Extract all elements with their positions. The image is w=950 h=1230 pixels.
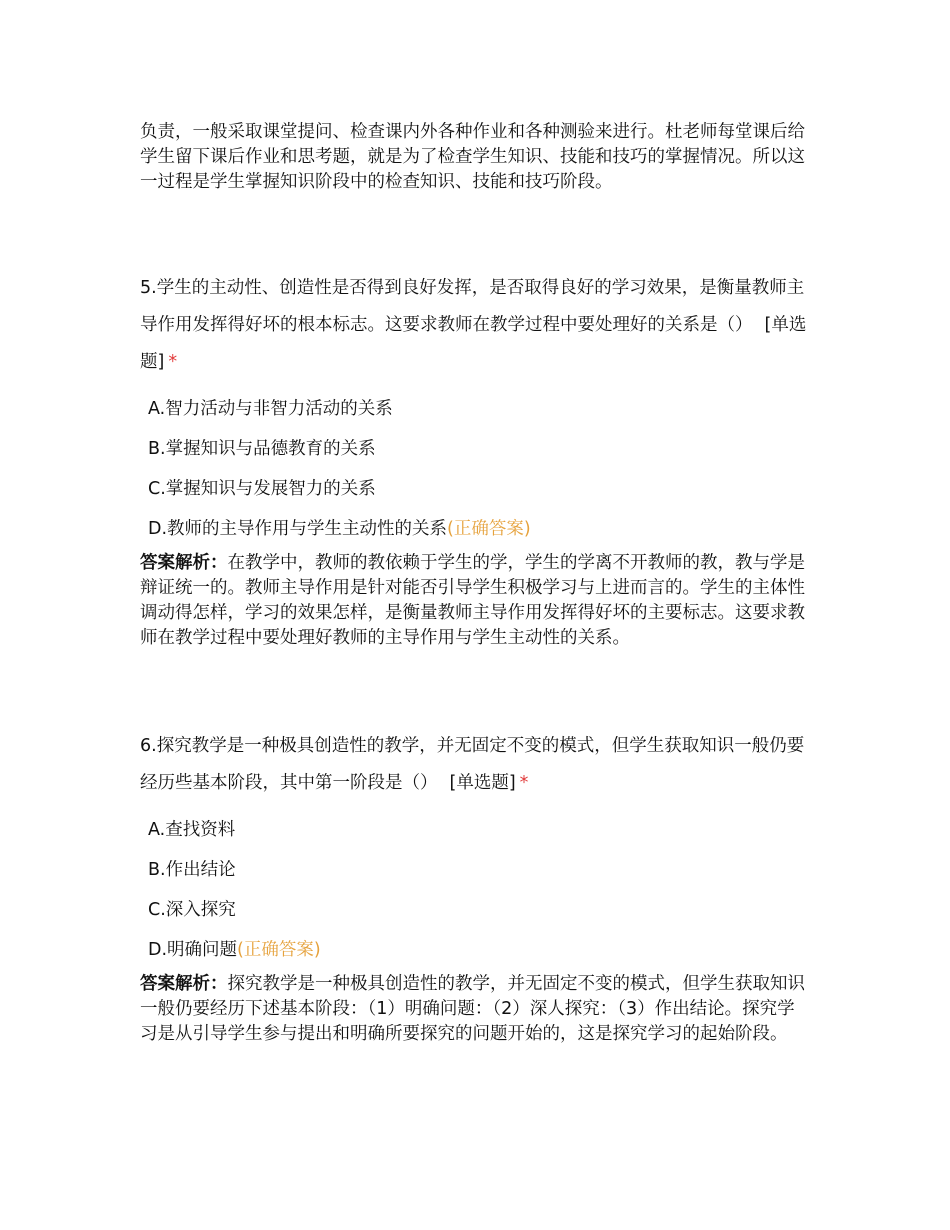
- question-5: [140, 270, 812, 651]
- correct-answer-mark: (正确答案): [447, 519, 531, 539]
- answer-analysis: [140, 972, 812, 1047]
- required-mark: *: [519, 773, 529, 793]
- option-list: [148, 389, 812, 549]
- option-label: C.深入探究: [148, 900, 236, 920]
- option-c[interactable]: [148, 890, 812, 930]
- option-d[interactable]: [148, 930, 812, 970]
- analysis-label: 答案解析：: [140, 553, 228, 573]
- option-a[interactable]: [148, 810, 812, 850]
- option-b[interactable]: [148, 429, 812, 469]
- analysis-text: 探究教学是一种极具创造性的教学，并无固定不变的模式，但学生获取知识一般仍要经历下述基本阶段：（1）明确问题：（2）深人探究：（3）作出结论。探究学习是从引导学生参与提出和明确所要探究的问题开始的，这是探究学习的起始阶段。: [140, 974, 805, 1044]
- question-type: [单选题]: [449, 773, 516, 793]
- option-list: [148, 810, 812, 970]
- option-label: D.明确问题: [148, 940, 238, 960]
- option-label: B.作出结论: [148, 860, 236, 880]
- option-label: D.教师的主导作用与学生主动性的关系: [148, 519, 448, 539]
- analysis-text: 在教学中，教师的教依赖于学生的学，学生的学离不开教师的教，教与学是辩证统一的。教师主导作用是针对能否引导学生积极学习与上进而言的。学生的主体性调动得怎样，学习的效果怎样，是衡量教师主导作用发挥得好坏的主要标志。这要求教师在教学过程中要处理好教师的主导作用与学生主动性的关系。: [140, 553, 805, 648]
- correct-answer-mark: (正确答案): [237, 940, 321, 960]
- intro-paragraph: 负责，一般采取课堂提问、检查课内外各种作业和各种测验来进行。杜老师每堂课后给学生留下课后作业和思考题，就是为了检查学生知识、技能和技巧的掌握情况。所以这一过程是学生掌握知识阶段中的检查知识、技能和技巧阶段。: [140, 122, 805, 192]
- option-label: A.智力活动与非智力活动的关系: [148, 399, 393, 419]
- option-c[interactable]: [148, 469, 812, 509]
- required-mark: *: [168, 352, 178, 372]
- analysis-label: 答案解析：: [140, 974, 228, 994]
- question-stem: [140, 270, 812, 381]
- option-label: C.掌握知识与发展智力的关系: [148, 479, 376, 499]
- answer-analysis: [140, 551, 812, 651]
- option-label: A.查找资料: [148, 820, 236, 840]
- question-stem-text: 6.探究教学是一种极具创造性的教学，并无固定不变的模式，但学生获取知识一般仍要经历些基本阶段，其中第一阶段是（）: [140, 736, 805, 793]
- question-type: [单选题]: [140, 315, 807, 372]
- option-b[interactable]: [148, 850, 812, 890]
- option-d[interactable]: [148, 509, 812, 549]
- question-stem: [140, 728, 812, 802]
- question-stem-text: 5.学生的主动性、创造性是否得到良好发挥，是否取得良好的学习效果，是衡量教师主导作用发挥得好坏的根本标志。这要求教师在教学过程中要处理好的关系是（）: [140, 278, 805, 335]
- option-label: B.掌握知识与品德教育的关系: [148, 439, 376, 459]
- question-6: [140, 728, 812, 1047]
- option-a[interactable]: [148, 389, 812, 429]
